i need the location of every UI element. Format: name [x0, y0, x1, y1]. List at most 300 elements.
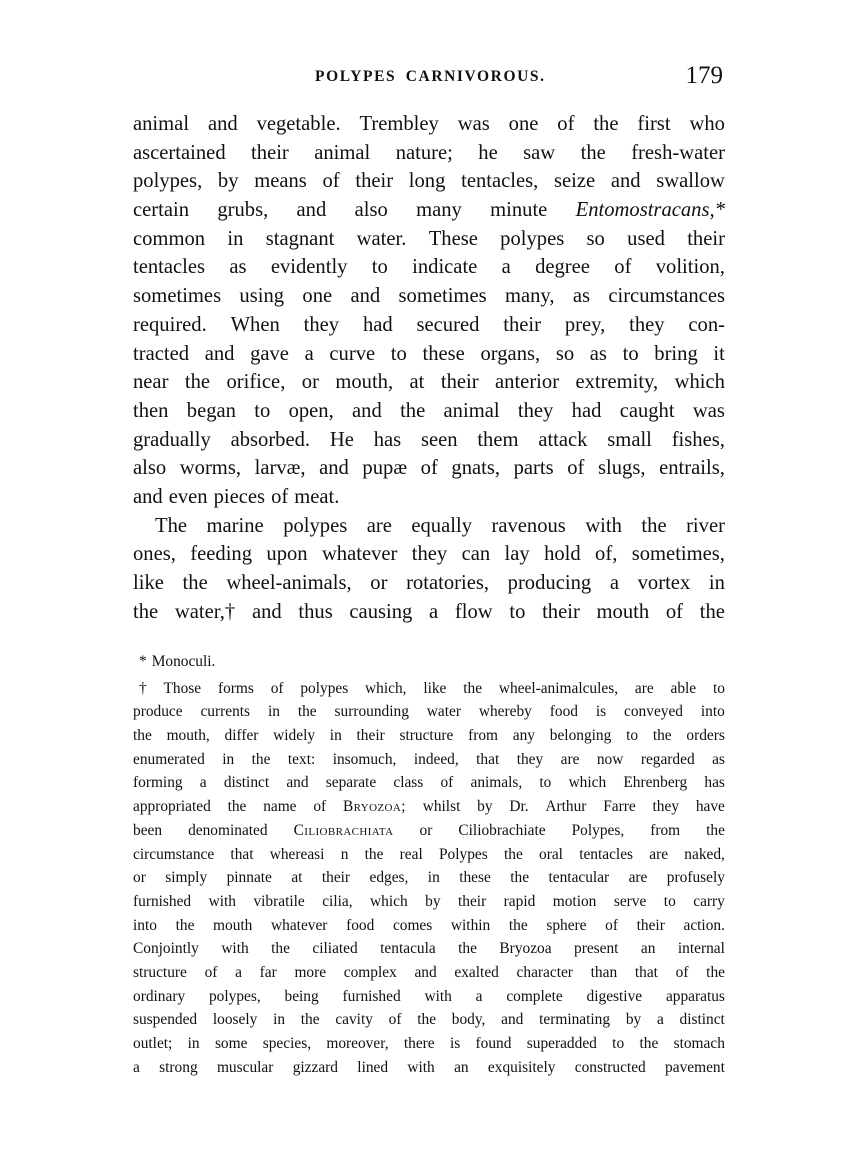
word: from	[650, 821, 681, 839]
word: in	[187, 1035, 200, 1052]
word: equally	[411, 514, 472, 537]
word: the	[175, 916, 195, 934]
word: was	[457, 113, 490, 135]
word: as	[712, 750, 725, 768]
word: of	[614, 256, 632, 279]
word: polypes	[283, 514, 348, 537]
word: of	[388, 1011, 402, 1029]
word: gizzard	[292, 1058, 338, 1076]
word: so	[586, 227, 605, 250]
word: extremity,	[575, 371, 659, 394]
word: insomuch,	[332, 750, 397, 768]
word: which	[674, 371, 725, 394]
word: the	[463, 679, 483, 697]
word: with	[585, 514, 622, 537]
word: action.	[683, 916, 725, 934]
word: sometimes	[133, 285, 222, 308]
word: are	[366, 514, 392, 537]
word: the	[593, 113, 619, 135]
word: means	[254, 170, 307, 193]
body-text	[133, 110, 725, 626]
word: name	[263, 798, 297, 816]
word: their	[321, 869, 351, 887]
word: lined	[357, 1058, 389, 1076]
word: they	[303, 313, 340, 336]
word: to	[622, 342, 639, 365]
word: marine	[206, 514, 264, 537]
word: to	[390, 342, 407, 365]
word: the	[503, 845, 523, 863]
word: in	[708, 572, 725, 594]
word: to	[254, 399, 271, 422]
word: then	[133, 399, 169, 422]
word: they	[517, 399, 554, 422]
footnote-line	[133, 985, 725, 1009]
word: with	[221, 940, 249, 958]
word: and	[204, 342, 235, 365]
footnote-line	[133, 700, 725, 724]
word: pupæ	[362, 457, 408, 480]
body-line	[133, 167, 725, 196]
word: with	[424, 987, 452, 1005]
word: being	[284, 987, 319, 1005]
word: the	[364, 845, 384, 863]
word: suspended	[133, 1011, 198, 1029]
word: Ehrenberg	[623, 774, 688, 792]
word: The	[155, 514, 188, 537]
word: digestive	[586, 987, 643, 1005]
body-line	[133, 426, 725, 455]
body-line	[133, 110, 725, 139]
word: their	[503, 313, 541, 336]
word: there	[403, 1035, 435, 1052]
page-number: 179	[685, 62, 723, 89]
word: of	[420, 457, 438, 480]
footnote-line	[133, 914, 725, 938]
word: whatever	[321, 543, 398, 566]
word: con-	[688, 313, 725, 336]
word: and	[207, 113, 238, 135]
word: mouth	[596, 600, 650, 623]
word: Arthur	[545, 798, 587, 816]
word: whereby	[478, 703, 532, 721]
word: water,†	[174, 600, 236, 623]
word: forming	[133, 774, 183, 792]
word: ravenous	[491, 514, 566, 537]
word: the	[271, 940, 290, 958]
word: than	[590, 963, 618, 981]
word: wheel-animals,	[226, 572, 352, 594]
word: of	[567, 457, 585, 480]
word: denominated	[188, 821, 268, 839]
word: at	[409, 371, 425, 394]
word: was	[692, 399, 725, 422]
word: distinct	[223, 774, 270, 792]
footnote-line	[133, 724, 725, 748]
word: or	[133, 869, 146, 887]
word: tentacles	[579, 845, 634, 863]
word: widely	[273, 727, 316, 745]
word: in	[329, 727, 342, 745]
word: that	[476, 750, 500, 768]
footnote-line	[133, 937, 725, 961]
word: in	[427, 869, 440, 887]
word: fresh-water	[631, 141, 725, 164]
word: can	[461, 543, 491, 566]
word: n	[340, 845, 349, 863]
word: near	[133, 371, 169, 394]
word: evidently	[270, 256, 348, 279]
word: the	[133, 600, 159, 623]
word: the	[652, 727, 672, 745]
word: or	[301, 371, 319, 394]
word: sometimes	[398, 285, 487, 308]
word: the	[458, 940, 477, 958]
footnote-line	[133, 795, 725, 819]
word: able	[670, 679, 697, 697]
body-line	[133, 139, 725, 168]
word: Bryozoa;	[342, 798, 406, 816]
word: of	[204, 963, 218, 981]
word: a	[609, 572, 619, 594]
word: of	[270, 679, 284, 697]
word: one	[508, 113, 539, 135]
body-line	[133, 598, 725, 627]
word: moreover,	[326, 1035, 389, 1052]
word: water.	[356, 227, 407, 250]
word: that	[634, 963, 658, 981]
word: forms	[217, 679, 254, 697]
word: pavement	[665, 1058, 725, 1076]
word: many,	[504, 285, 555, 308]
body-line	[133, 397, 725, 426]
word: the	[133, 727, 152, 745]
body-line	[133, 569, 725, 598]
word: enumerated	[133, 750, 205, 768]
word: in	[273, 1011, 286, 1029]
word: the	[184, 371, 211, 394]
word: the	[227, 798, 247, 816]
word: currents	[200, 703, 251, 721]
body-line	[133, 483, 725, 512]
word: by	[425, 892, 441, 910]
word: tentacular	[548, 869, 610, 887]
word: furnished	[133, 892, 192, 910]
word: open,	[288, 399, 334, 422]
word: some	[214, 1035, 248, 1052]
footnote-line	[133, 866, 725, 890]
word: within	[450, 916, 491, 934]
word: †	[139, 679, 147, 697]
word: thus	[298, 600, 333, 623]
word: the	[641, 514, 667, 537]
word: many	[416, 199, 462, 222]
word: at	[291, 869, 303, 887]
word: in	[267, 703, 280, 721]
word: cavity	[335, 1011, 373, 1029]
word: terminating	[539, 1011, 611, 1029]
word: the	[580, 141, 606, 164]
word: a	[199, 774, 207, 792]
word: the	[508, 916, 528, 934]
running-head	[133, 62, 725, 94]
word: the	[417, 1011, 437, 1029]
word: larvæ,	[254, 457, 306, 480]
word: of	[271, 485, 289, 508]
word: ones,	[133, 543, 176, 566]
word: now	[596, 750, 624, 768]
word: animals,	[470, 774, 523, 792]
word: present	[574, 940, 619, 958]
word: whilst	[422, 798, 461, 816]
word: more	[294, 963, 327, 981]
word: the	[297, 703, 317, 721]
word: naked,	[684, 845, 725, 863]
word: outlet;	[133, 1035, 173, 1052]
word: orifice,	[226, 371, 286, 394]
word: their	[355, 170, 394, 193]
word: Entomostracans,*	[575, 199, 725, 222]
word: the	[251, 750, 271, 768]
word: they	[629, 313, 665, 336]
word: Dr.	[509, 798, 529, 816]
word: cilia,	[322, 892, 353, 910]
word: sphere	[546, 916, 587, 934]
word: they	[652, 798, 680, 816]
word: of	[322, 170, 340, 193]
word: so	[555, 342, 575, 365]
word: to	[539, 774, 552, 792]
word: is	[449, 1035, 461, 1052]
word: indeed,	[413, 750, 459, 768]
word: rapid	[503, 892, 536, 910]
word: caught	[619, 399, 675, 422]
word: organs,	[480, 342, 541, 365]
word: food	[346, 916, 375, 934]
word: a	[475, 987, 483, 1005]
word: apparatus	[665, 987, 725, 1005]
word: wheel-animalcules,	[498, 679, 619, 697]
word: required.	[133, 313, 207, 336]
word: any	[512, 727, 536, 745]
word: a	[133, 1058, 140, 1076]
word: real	[399, 845, 423, 863]
word: vortex	[637, 572, 691, 594]
body-line	[133, 540, 725, 569]
word: circumstance	[133, 845, 215, 863]
word: into	[133, 916, 157, 934]
word: of	[675, 963, 689, 981]
word: entrails,	[659, 457, 725, 480]
word: in	[227, 227, 244, 250]
word: character	[516, 963, 573, 981]
word: their	[457, 892, 487, 910]
word: bring	[654, 342, 698, 365]
word: text:	[287, 750, 316, 768]
body-line	[133, 311, 725, 340]
word: as	[229, 256, 247, 279]
word: and	[286, 774, 309, 792]
word: a	[501, 256, 511, 279]
word: and	[352, 399, 382, 422]
word: structure	[399, 727, 454, 745]
word: he	[478, 141, 498, 164]
word: separate	[325, 774, 377, 792]
word: loosely	[212, 1011, 258, 1029]
word: from	[468, 727, 499, 745]
word: and	[414, 963, 437, 981]
word: them	[477, 428, 519, 451]
word: and	[610, 170, 641, 193]
word: nature;	[395, 141, 453, 164]
word: by	[217, 170, 239, 193]
word: Ciliobrachiate	[458, 821, 546, 839]
word: muscular	[216, 1058, 274, 1076]
word: it	[713, 342, 725, 365]
word: strong	[159, 1058, 198, 1076]
word: found	[475, 1035, 512, 1052]
word: had	[362, 313, 393, 336]
word: which	[370, 892, 408, 910]
word: circumstances	[608, 285, 725, 308]
word: animal	[443, 399, 500, 422]
word: and	[319, 457, 349, 480]
word: conveyed	[624, 703, 684, 721]
word: profusely	[666, 869, 725, 887]
word: to	[371, 256, 388, 279]
word: upon	[266, 543, 308, 566]
word: also	[354, 199, 388, 222]
word: comes	[392, 916, 433, 934]
word: sometimes,	[631, 543, 725, 566]
word: orders	[686, 727, 725, 745]
word: class	[393, 774, 424, 792]
word: Bryozoa	[499, 940, 552, 958]
word: their	[687, 227, 725, 250]
word: polypes	[300, 679, 349, 697]
word: minute	[490, 199, 548, 222]
word: He	[329, 428, 354, 451]
word: first	[637, 113, 671, 135]
word: or	[370, 572, 388, 594]
word: superadded	[526, 1035, 597, 1052]
word: whereasi	[269, 845, 325, 863]
word: gnats,	[451, 457, 501, 480]
footnotes	[133, 650, 725, 1079]
word: surrounding	[334, 703, 409, 721]
word: mouth,	[335, 371, 394, 394]
word: feeding	[190, 543, 253, 566]
word: exquisitely	[487, 1058, 556, 1076]
word: their	[356, 727, 385, 745]
word: curve	[329, 342, 376, 365]
word: saw	[523, 141, 556, 164]
word: a	[656, 1011, 664, 1029]
word: Those	[163, 679, 202, 697]
word: seen	[420, 428, 458, 451]
word: stomach	[673, 1035, 725, 1052]
word: Farre	[603, 798, 636, 816]
word: the	[706, 821, 725, 839]
word: volition,	[655, 256, 725, 279]
footnote-line	[133, 650, 725, 674]
word: the	[699, 600, 725, 623]
word: are	[628, 869, 648, 887]
word: and	[501, 1011, 524, 1029]
word: are	[560, 750, 580, 768]
word: into	[700, 703, 725, 721]
word: polypes,	[133, 170, 203, 193]
body-line	[133, 512, 725, 541]
word: simply	[165, 869, 208, 887]
word: certain	[133, 199, 190, 222]
word: Polypes,	[571, 821, 625, 839]
word: swallow	[656, 170, 725, 193]
word: ciliated	[312, 940, 358, 958]
body-line	[133, 340, 725, 369]
word: also	[133, 457, 167, 480]
word: has	[704, 774, 725, 792]
body-line	[133, 368, 725, 397]
word: slugs,	[598, 457, 646, 480]
word: an	[454, 1058, 469, 1076]
word: they	[516, 750, 544, 768]
word: Polypes	[438, 845, 488, 863]
word: of	[605, 916, 618, 934]
word: furnished	[342, 987, 401, 1005]
word: mouth,	[166, 727, 210, 745]
word: like	[423, 679, 447, 697]
word: to	[663, 892, 676, 910]
word: polypes	[500, 227, 565, 250]
word: internal	[677, 940, 725, 958]
footnote-line	[133, 771, 725, 795]
word: began	[186, 399, 236, 422]
word: appropriated	[133, 798, 211, 816]
word: prey,	[564, 313, 606, 336]
word: and	[133, 485, 163, 508]
word: that	[230, 845, 254, 863]
word: common	[133, 227, 206, 250]
word: food	[549, 703, 578, 721]
word: Ciliobrachiata	[293, 821, 394, 839]
word: differ	[224, 727, 259, 745]
footnote-line	[133, 843, 725, 867]
running-title: POLYPES CARNIVOROUS.	[315, 68, 546, 85]
footnote-line	[133, 1056, 725, 1080]
word: complete	[506, 987, 563, 1005]
word: these	[459, 869, 491, 887]
word: far	[259, 963, 277, 981]
word: lay	[504, 543, 530, 566]
word: constructed	[574, 1058, 646, 1076]
word: tentacles,	[461, 170, 539, 193]
body-line	[133, 225, 725, 254]
word: the	[182, 572, 208, 594]
word: complex	[343, 963, 397, 981]
word: the	[400, 399, 426, 422]
word: anterior	[495, 371, 560, 394]
word: has	[373, 428, 402, 451]
word: water	[426, 703, 461, 721]
word: hold	[544, 543, 581, 566]
word: Conjointly	[133, 940, 199, 958]
word: which,	[365, 679, 407, 697]
word: a	[235, 963, 242, 981]
word: as	[589, 342, 607, 365]
word: of	[665, 600, 684, 623]
word: absorbed.	[230, 428, 311, 451]
